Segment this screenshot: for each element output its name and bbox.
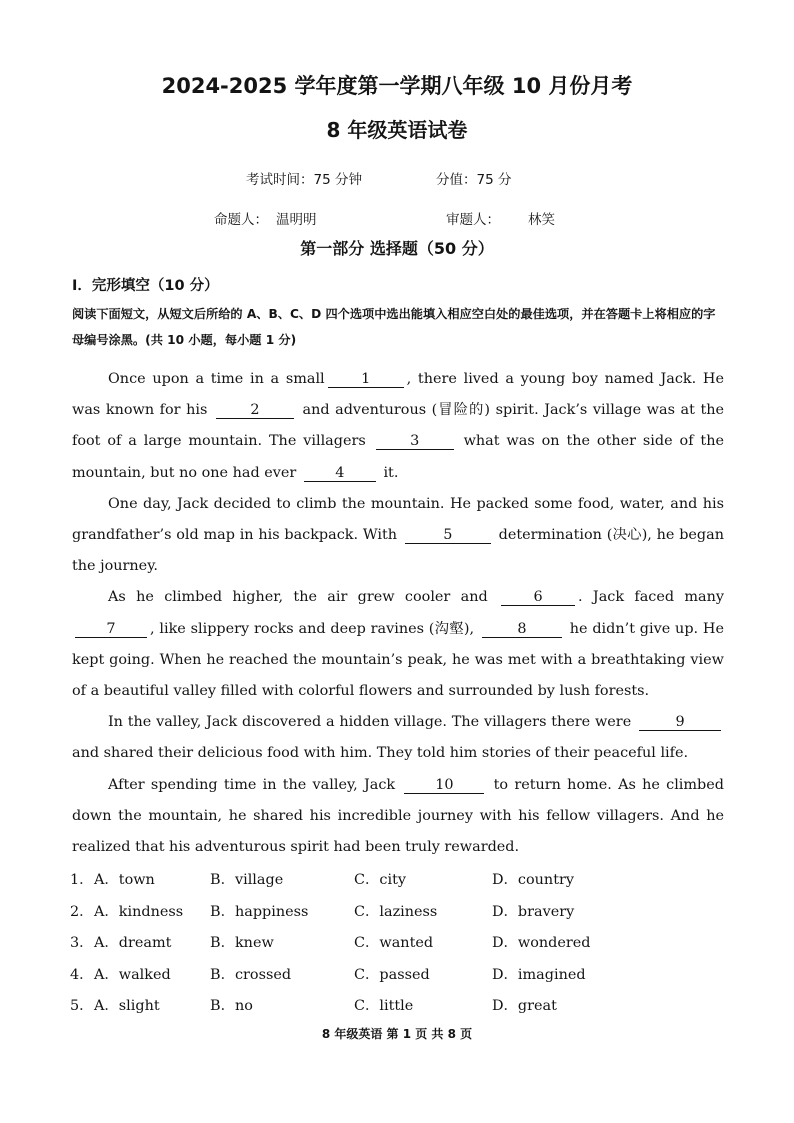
blank-5: 5 [405,527,491,544]
blank-6: 6 [501,589,575,606]
option-d[interactable]: D．bravery [492,903,575,920]
setter-name: 温明明 [276,212,317,228]
passage-paragraph-1 [72,364,724,489]
passage-text: to return home. As he climbed down the mountain, he shared his incredible journey with his fellow villagers. And he realized that his adventurous spirit had been truly rewarded. [72,776,724,856]
question-5 [70,990,730,1022]
cloze-passage [72,364,724,863]
setter-label: 命题人： [214,212,268,228]
option-b[interactable]: B．crossed [210,966,292,983]
answer-options [70,864,730,1022]
question-3 [70,927,730,959]
passage-paragraph-4 [72,707,724,769]
passage-text: , there lived a young boy named Jack. He was known for his [72,371,724,419]
passage-paragraph-3 [72,582,724,707]
section-instructions: 阅读下面短文，从短文后所给的 A、B、C、D 四个选项中选出能填入相应空白处的最佳选项，并在答题卡上将相应的字母编号涂黑。(共 10 小题，每小题 1 分) [72,307,716,347]
exam-title: 2024-2025 学年度第一学期八年级 10 月份月考 [161,74,633,98]
passage-text: determination (决心), he began the journey. [72,527,724,575]
option-b[interactable]: B．knew [210,935,274,951]
option-c[interactable]: C．wanted [354,935,434,951]
blank-4: 4 [304,465,376,482]
blank-9: 9 [639,714,721,731]
option-b[interactable]: B．village [210,872,284,888]
option-b[interactable]: B．no [210,998,253,1014]
option-a[interactable]: A．walked [94,966,171,983]
question-number: 3． [70,935,94,951]
option-a[interactable]: A．slight [94,998,160,1014]
blank-10: 10 [404,777,484,794]
question-number: 4． [70,966,94,983]
question-4 [70,959,730,991]
blank-2: 2 [216,402,294,419]
question-2 [70,896,730,928]
option-c[interactable]: C．little [354,998,414,1014]
blank-8: 8 [482,621,562,638]
option-c[interactable]: C．city [354,872,406,888]
option-c[interactable]: C．passed [354,966,430,983]
part-title: 第一部分 选择题（50 分） [300,239,494,258]
passage-text: and shared their delicious food with him. They told him stories of their peaceful life. [72,745,689,762]
passage-text: he didn’t give up. He kept going. When he reached the mountain’s peak, he was met with a breathtaking view of a beautiful valley filled with colorful flowers and surrounded by lush forests. [72,620,724,700]
blank-1: 1 [328,371,404,388]
exam-score: 分值：75 分 [436,172,512,188]
question-1 [70,864,730,896]
passage-text: One day, Jack decided to climb the mountain. He packed some food, water, and his grandfather’s old map in his backpack. With [72,495,724,544]
option-a[interactable]: A．town [94,872,155,888]
option-d[interactable]: D．great [492,998,557,1014]
question-number: 1． [70,872,94,888]
question-number: 5． [70,998,94,1014]
blank-7: 7 [75,621,147,638]
option-b[interactable]: B．happiness [210,903,309,920]
section-heading: I．完形填空（10 分） [72,278,219,294]
blank-3: 3 [376,433,454,450]
reviewer-name: 林笑 [528,212,555,228]
exam-time: 考试时间：75 分钟 [246,172,362,188]
option-d[interactable]: D．imagined [492,966,586,983]
option-a[interactable]: A．kindness [94,903,184,920]
passage-text: and adventurous (冒险的) spirit. Jack’s village was at the foot of a large mountain. The villagers [72,402,725,450]
passage-paragraph-2 [72,489,724,583]
option-c[interactable]: C．laziness [354,903,438,920]
option-a[interactable]: A．dreamt [94,935,172,951]
passage-text: , like slippery rocks and deep ravines (沟壑), [150,620,475,637]
passage-text: . Jack faced many [578,589,725,606]
question-number: 2． [70,903,94,920]
exam-subtitle: 8 年级英语试卷 [326,118,468,142]
passage-paragraph-5 [72,770,724,864]
passage-text: After spending time in the valley, Jack [108,776,396,793]
option-d[interactable]: D．country [492,872,574,888]
reviewer-label: 审题人： [446,212,500,228]
passage-text: As he climbed higher, the air grew cooler and [108,589,488,606]
passage-text: In the valley, Jack discovered a hidden village. The villagers there were [108,714,632,731]
passage-text: it. [383,464,399,481]
passage-text: Once upon a time in a small [108,371,325,387]
page-footer: 8 年级英语 第 1 页 共 8 页 [321,1027,473,1041]
option-d[interactable]: D．wondered [492,935,591,951]
passage-text: what was on the other side of the mountain, but no one had ever [72,433,725,481]
